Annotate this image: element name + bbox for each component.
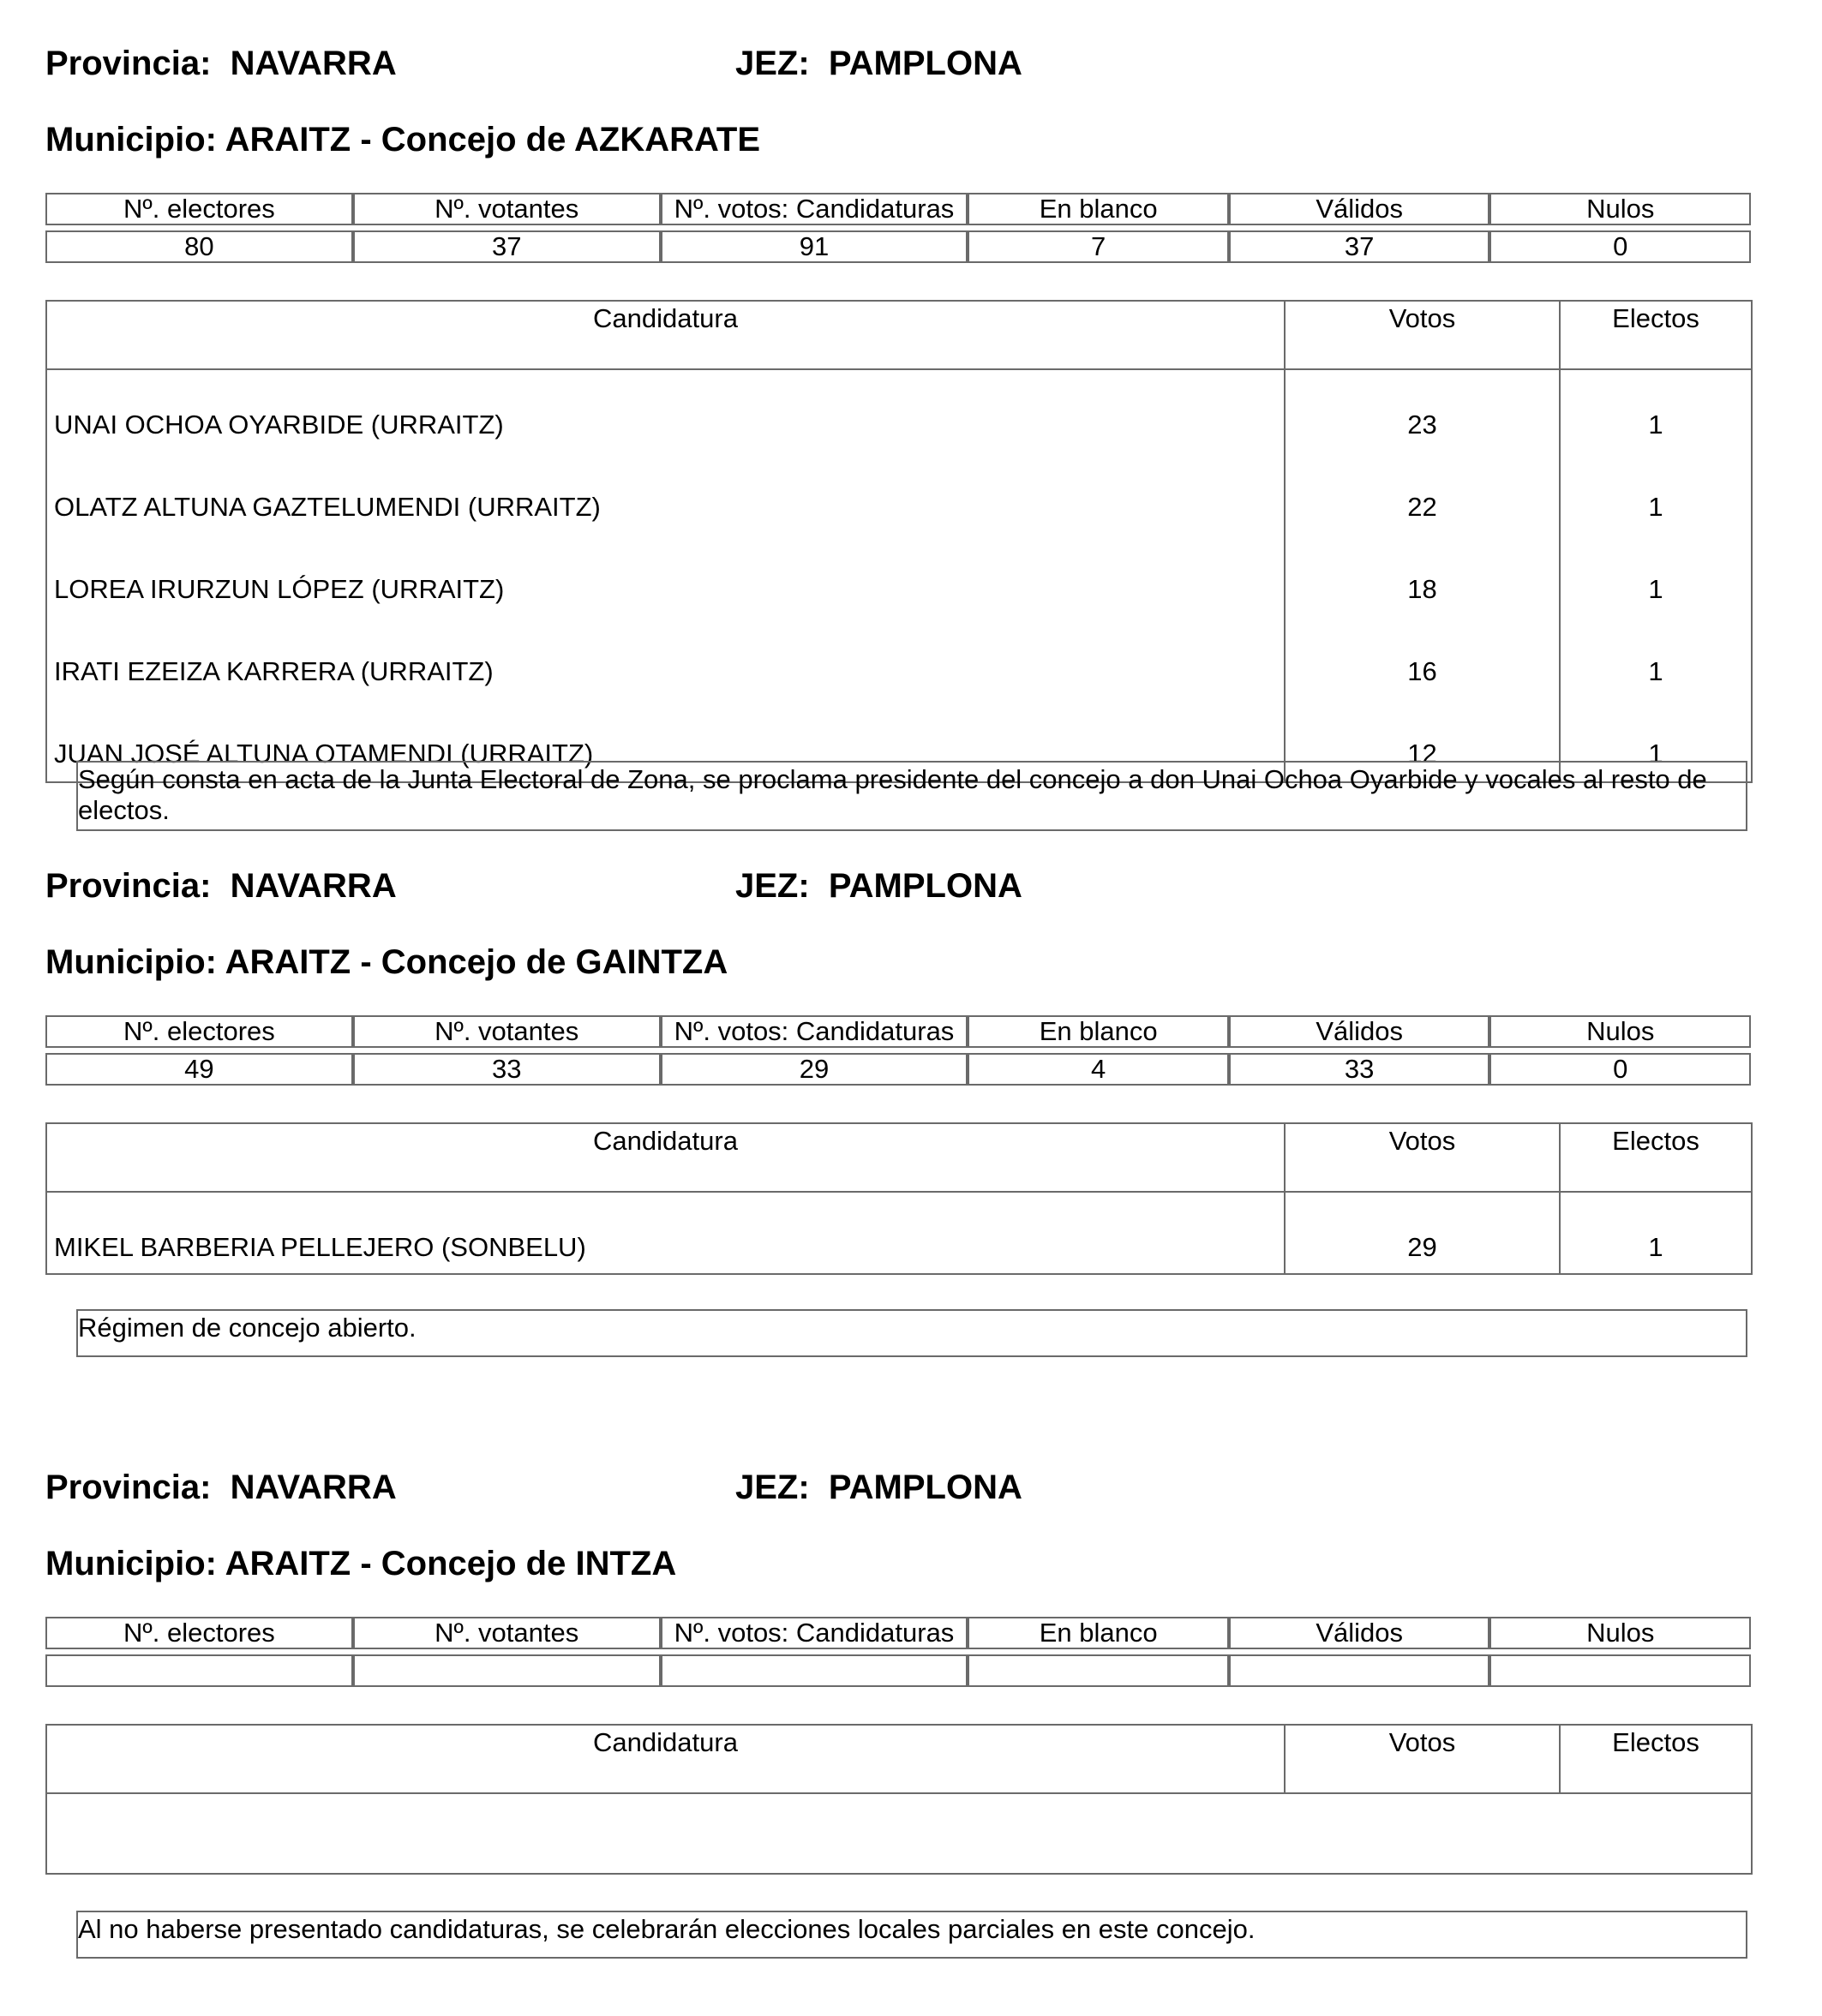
stats-value-row (45, 230, 1751, 263)
jez-value: PAMPLONA (828, 867, 1022, 905)
stats-votantes: 33 (353, 1053, 661, 1086)
table-row (46, 617, 1752, 699)
stats-header-validos: Válidos (1229, 1015, 1490, 1048)
stats-nulos: 0 (1489, 230, 1751, 263)
stats-value-row (45, 1053, 1751, 1086)
stats-en-blanco: 4 (968, 1053, 1229, 1086)
stats-header-validos: Válidos (1229, 1617, 1490, 1649)
stats-votos-candidaturas (661, 1654, 968, 1687)
stats-header-nulos: Nulos (1489, 1015, 1751, 1048)
candidates-table (45, 300, 1753, 783)
candidates-table (45, 1122, 1753, 1275)
provincia-heading (45, 1467, 397, 1508)
provincia-heading (45, 43, 397, 84)
provincia-value: NAVARRA (230, 45, 397, 82)
stats-header-nulos: Nulos (1489, 1617, 1751, 1649)
provincia-value: NAVARRA (230, 1469, 397, 1506)
stats-value-row (45, 1654, 1751, 1687)
note-box: Régimen de concejo abierto. (76, 1309, 1747, 1357)
jez-label: JEZ: (735, 1469, 810, 1506)
candidate-votos: 16 (1285, 617, 1560, 699)
jez-heading (735, 43, 1022, 84)
candidate-name: IRATI EZEIZA KARRERA (URRAITZ) (46, 617, 1285, 699)
candidatura-header: Candidatura (46, 301, 1285, 369)
candidate-electos: 1 (1560, 699, 1752, 782)
electos-header: Electos (1560, 301, 1752, 369)
table-row (46, 452, 1752, 535)
candidates-header-row (46, 1123, 1752, 1192)
stats-header-en-blanco: En blanco (968, 1617, 1229, 1649)
stats-header-electores: Nº. electores (45, 1617, 353, 1649)
jez-heading (735, 865, 1022, 906)
stats-en-blanco (968, 1654, 1229, 1687)
stats-validos: 33 (1229, 1053, 1490, 1086)
stats-nulos (1489, 1654, 1751, 1687)
stats-header-validos: Válidos (1229, 193, 1490, 225)
stats-votos-candidaturas: 91 (661, 230, 968, 263)
candidate-votos: 23 (1285, 369, 1560, 452)
note-box: Al no haberse presentado candidaturas, se celebrarán elecciones locales parciales en este concejo. (76, 1911, 1747, 1959)
provincia-value: NAVARRA (230, 867, 397, 905)
stats-electores (45, 1654, 353, 1687)
candidate-electos: 1 (1560, 535, 1752, 617)
candidate-electos: 1 (1560, 452, 1752, 535)
candidate-electos: 1 (1560, 1192, 1752, 1274)
candidate-votos: 22 (1285, 452, 1560, 535)
table-row (46, 369, 1752, 452)
stats-header-row (45, 193, 1751, 225)
candidates-header-row (46, 301, 1752, 369)
candidatura-header: Candidatura (46, 1725, 1285, 1793)
stats-electores: 49 (45, 1053, 353, 1086)
votos-header: Votos (1285, 301, 1560, 369)
candidate-name: MIKEL BARBERIA PELLEJERO (SONBELU) (46, 1192, 1285, 1274)
empty-candidates-cell (46, 1793, 1752, 1874)
candidate-name: UNAI OCHOA OYARBIDE (URRAITZ) (46, 369, 1285, 452)
municipio-heading: Municipio: ARAITZ - Concejo de INTZA (45, 1545, 677, 1582)
stats-table (45, 1617, 1751, 1687)
jez-heading (735, 1467, 1022, 1508)
candidate-votos: 29 (1285, 1192, 1560, 1274)
note-box: Según consta en acta de la Junta Electoral de Zona, se proclama presidente del concejo a don Unai Ochoa Oyarbide y vocales al resto de electos. (76, 761, 1747, 831)
municipio-heading: Municipio: ARAITZ - Concejo de AZKARATE (45, 121, 761, 159)
candidates-table (45, 1724, 1753, 1875)
candidate-votos: 12 (1285, 699, 1560, 782)
stats-header-en-blanco: En blanco (968, 193, 1229, 225)
stats-table (45, 1015, 1751, 1086)
jez-label: JEZ: (735, 867, 810, 905)
stats-table (45, 193, 1751, 263)
candidate-electos: 1 (1560, 369, 1752, 452)
votos-header: Votos (1285, 1725, 1560, 1793)
provincia-label: Provincia: (45, 867, 212, 905)
jez-label: JEZ: (735, 45, 810, 82)
table-row (46, 535, 1752, 617)
jez-value: PAMPLONA (828, 1469, 1022, 1506)
stats-header-votantes: Nº. votantes (353, 1015, 661, 1048)
provincia-label: Provincia: (45, 1469, 212, 1506)
stats-nulos: 0 (1489, 1053, 1751, 1086)
provincia-label: Provincia: (45, 45, 212, 82)
stats-header-electores: Nº. electores (45, 1015, 353, 1048)
stats-validos: 37 (1229, 230, 1490, 263)
empty-candidates-row (46, 1793, 1752, 1874)
provincia-heading (45, 865, 397, 906)
stats-votos-candidaturas: 29 (661, 1053, 968, 1086)
candidatura-header: Candidatura (46, 1123, 1285, 1192)
stats-header-votantes: Nº. votantes (353, 1617, 661, 1649)
candidate-electos: 1 (1560, 617, 1752, 699)
electos-header: Electos (1560, 1725, 1752, 1793)
votos-header: Votos (1285, 1123, 1560, 1192)
stats-votantes (353, 1654, 661, 1687)
stats-header-row (45, 1015, 1751, 1048)
table-row (46, 1192, 1752, 1274)
stats-header-votantes: Nº. votantes (353, 193, 661, 225)
candidate-votos: 18 (1285, 535, 1560, 617)
stats-header-votos-candidaturas: Nº. votos: Candidaturas (661, 1015, 968, 1048)
stats-header-en-blanco: En blanco (968, 1015, 1229, 1048)
candidates-header-row (46, 1725, 1752, 1793)
candidate-name: OLATZ ALTUNA GAZTELUMENDI (URRAITZ) (46, 452, 1285, 535)
stats-votantes: 37 (353, 230, 661, 263)
jez-value: PAMPLONA (828, 45, 1022, 82)
municipio-heading: Municipio: ARAITZ - Concejo de GAINTZA (45, 943, 728, 981)
stats-header-votos-candidaturas: Nº. votos: Candidaturas (661, 1617, 968, 1649)
stats-header-row (45, 1617, 1751, 1649)
stats-header-nulos: Nulos (1489, 193, 1751, 225)
stats-en-blanco: 7 (968, 230, 1229, 263)
stats-electores: 80 (45, 230, 353, 263)
candidate-name: JUAN JOSÉ ALTUNA OTAMENDI (URRAITZ) (46, 699, 1285, 782)
stats-validos (1229, 1654, 1490, 1687)
stats-header-votos-candidaturas: Nº. votos: Candidaturas (661, 193, 968, 225)
electos-header: Electos (1560, 1123, 1752, 1192)
candidate-name: LOREA IRURZUN LÓPEZ (URRAITZ) (46, 535, 1285, 617)
stats-header-electores: Nº. electores (45, 193, 353, 225)
